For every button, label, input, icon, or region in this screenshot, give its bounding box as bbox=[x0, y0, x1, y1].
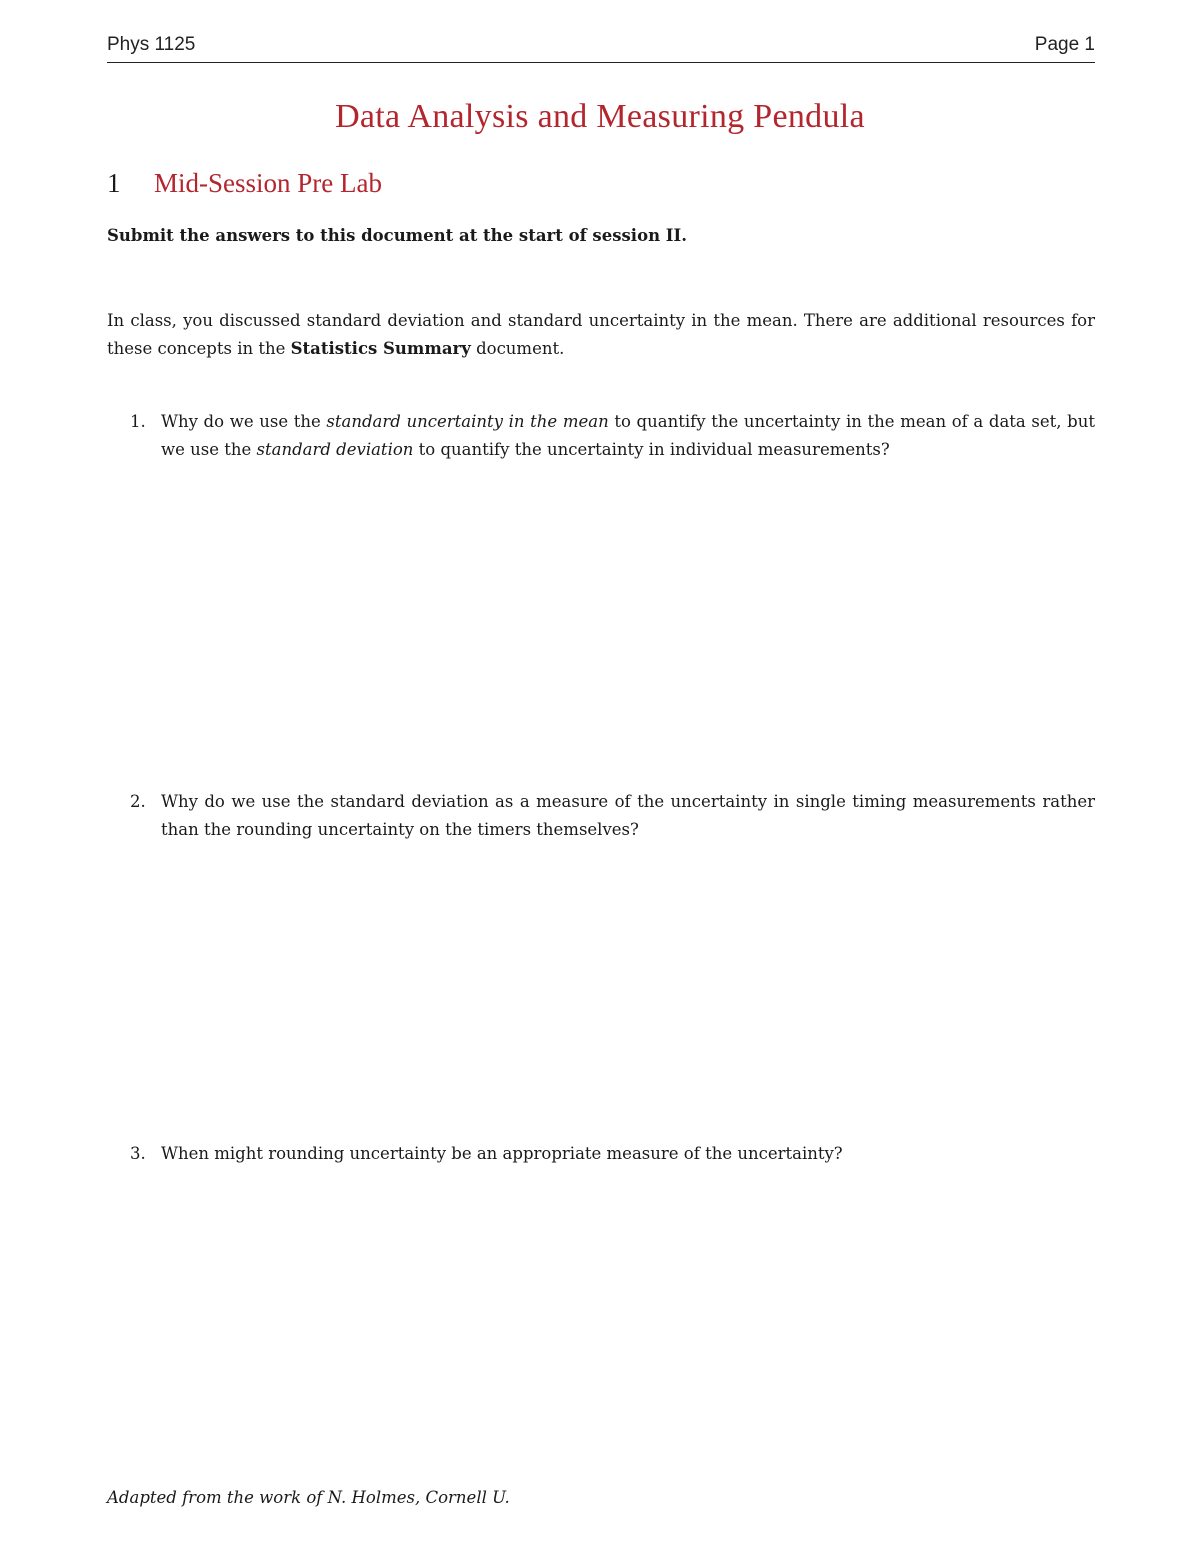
question-text: Why do we use the standard deviation as a measure of the uncertainty in single timing measurements rather than the rounding uncertainty on the timers themselves? bbox=[161, 792, 1095, 839]
question-text bbox=[161, 408, 1095, 464]
intro-bold-term: Statistics Summary bbox=[290, 339, 471, 358]
section-label: Mid-Session Pre Lab bbox=[154, 168, 382, 198]
intro-text-2: document. bbox=[470, 339, 565, 358]
question-1-italic-b: standard deviation bbox=[256, 440, 414, 459]
question-number: 3. bbox=[130, 1144, 146, 1163]
question-1-text-a: Why do we use the bbox=[161, 412, 327, 431]
question-number: 2. bbox=[130, 792, 146, 811]
page-number: Page 1 bbox=[1034, 34, 1095, 55]
question-3 bbox=[130, 1140, 1095, 1168]
attribution-footer: Adapted from the work of N. Holmes, Cornell U. bbox=[107, 1488, 510, 1507]
intro-text-1: In class, you discussed standard deviation and standard uncertainty in the mean. There are additional resources for these concepts in the bbox=[107, 311, 1095, 358]
intro-paragraph bbox=[107, 307, 1095, 363]
submit-note: Submit the answers to this document at the start of session II. bbox=[107, 226, 687, 245]
question-text: When might rounding uncertainty be an appropriate measure of the uncertainty? bbox=[161, 1144, 843, 1163]
question-1 bbox=[130, 408, 1095, 464]
question-1-text-b: to quantify the uncertainty in the mean of a data set, but we use the bbox=[161, 412, 1095, 459]
question-number: 1. bbox=[130, 412, 146, 431]
section-heading bbox=[107, 168, 382, 199]
course-code: Phys 1125 bbox=[107, 34, 196, 55]
question-1-italic-a: standard uncertainty in the mean bbox=[326, 412, 609, 431]
question-2 bbox=[130, 788, 1095, 844]
section-number: 1 bbox=[107, 168, 121, 198]
page-title: Data Analysis and Measuring Pendula bbox=[335, 98, 865, 135]
page-header bbox=[107, 34, 1095, 63]
question-1-text-c: to quantify the uncertainty in individual measurements? bbox=[413, 440, 890, 459]
